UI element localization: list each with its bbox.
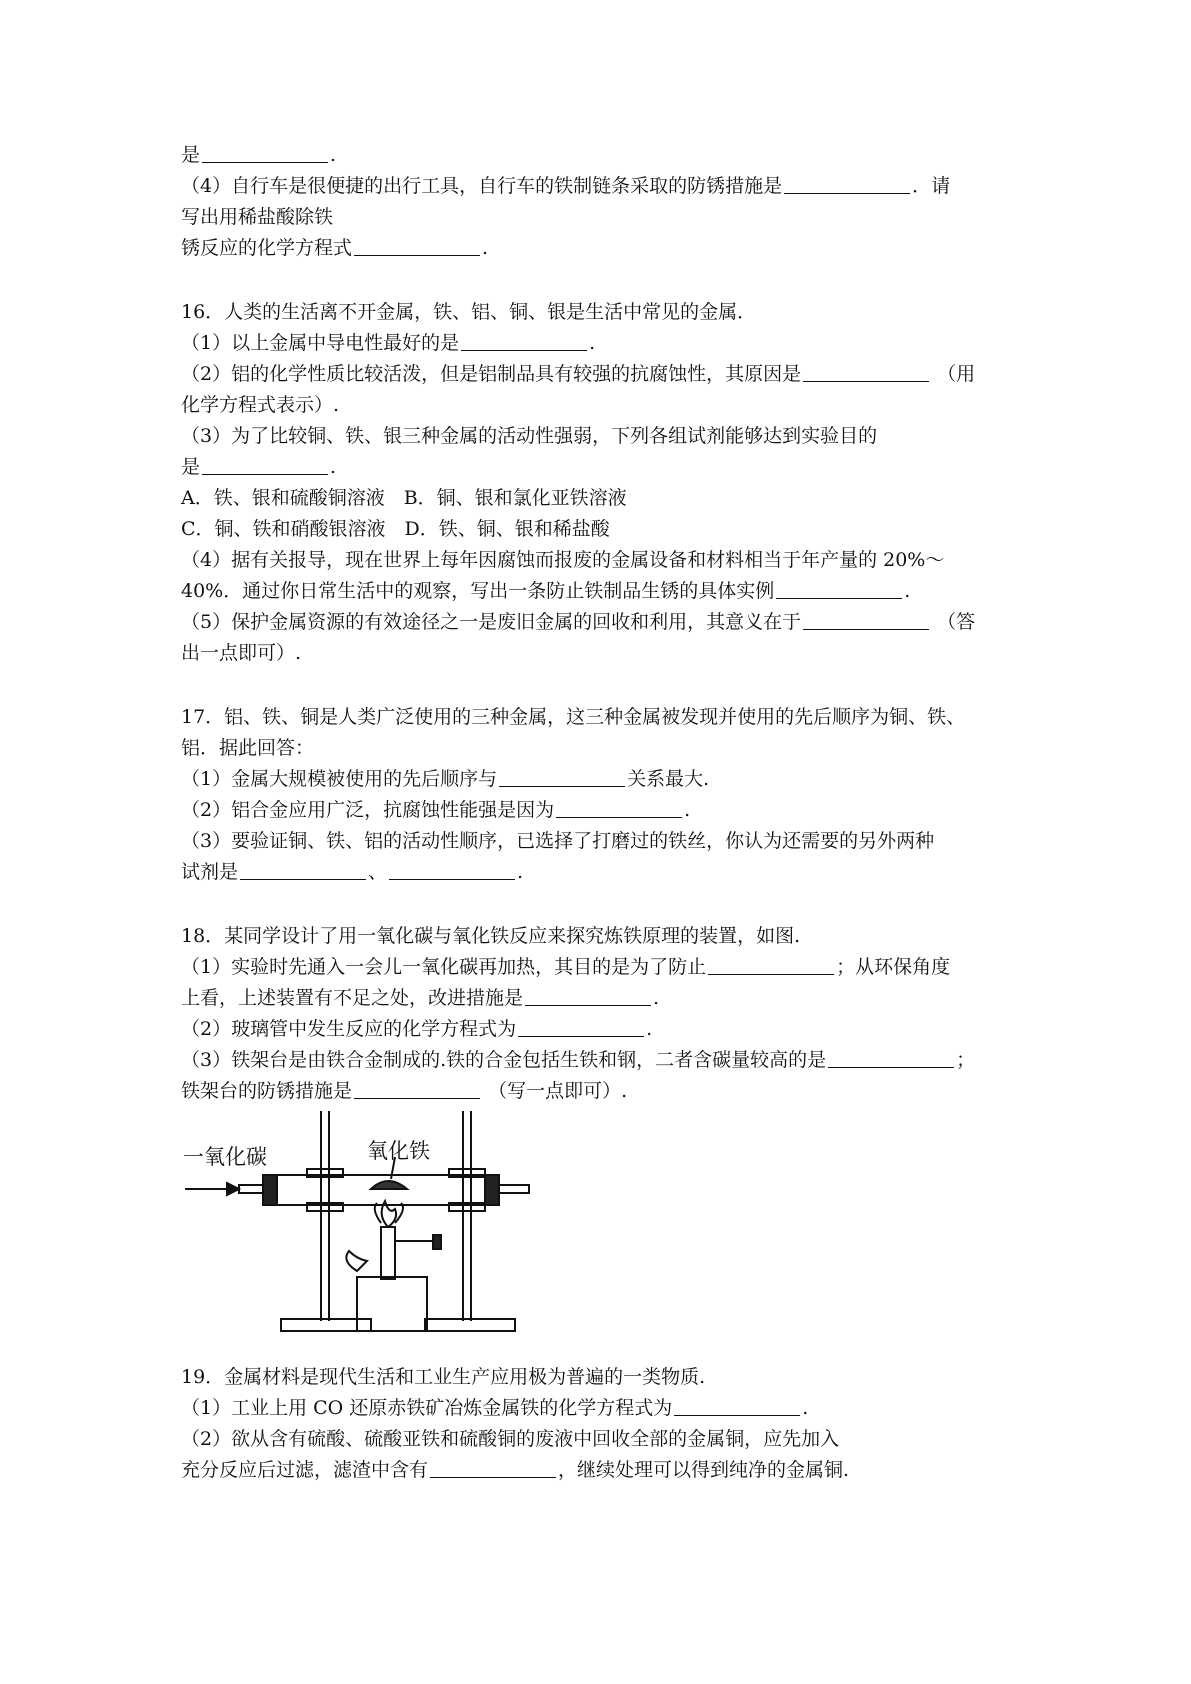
line bbox=[181, 452, 1015, 483]
text: . bbox=[330, 144, 337, 166]
line bbox=[181, 1076, 1015, 1107]
text: 40%．通过你日常生活中的观察，写出一条防止铁制品生锈的具体实例 bbox=[181, 580, 775, 602]
text: . bbox=[330, 456, 337, 478]
answer-blank[interactable] bbox=[461, 332, 587, 351]
text: ，继续处理可以得到纯净的金属铜. bbox=[558, 1459, 850, 1481]
answer-blank[interactable] bbox=[240, 861, 366, 880]
text: 是 bbox=[181, 144, 201, 166]
text: . bbox=[684, 799, 691, 821]
text: . bbox=[517, 861, 524, 883]
text: （3）为了比较铜、铁、银三种金属的活动性强弱，下列各组试剂能够达到实验目的 bbox=[181, 425, 878, 447]
valve-knob bbox=[433, 1235, 441, 1249]
question-18 bbox=[181, 921, 1015, 1336]
text: ．请 bbox=[912, 175, 951, 197]
answer-blank[interactable] bbox=[202, 456, 328, 475]
text: 、 bbox=[368, 861, 388, 883]
answer-blank[interactable] bbox=[803, 611, 929, 630]
line bbox=[181, 952, 1015, 983]
answer-blank[interactable] bbox=[389, 861, 515, 880]
text: （2）玻璃管中发生反应的化学方程式为 bbox=[181, 1018, 517, 1040]
text: ； bbox=[956, 1049, 976, 1071]
line bbox=[181, 857, 1015, 888]
line bbox=[181, 140, 1015, 171]
line bbox=[181, 1424, 1015, 1455]
line bbox=[181, 607, 1015, 638]
line bbox=[181, 1014, 1015, 1045]
apparatus-figure bbox=[181, 1111, 561, 1336]
answer-blank[interactable] bbox=[499, 768, 625, 787]
inlet-tube bbox=[239, 1185, 263, 1193]
text: （1）实验时先通入一会儿一氧化碳再加热，其目的是为了防止 bbox=[181, 956, 707, 978]
line bbox=[181, 983, 1015, 1014]
line: 铝．据此回答： bbox=[181, 737, 315, 759]
gas-arrow-head bbox=[227, 1183, 239, 1195]
answer-blank[interactable] bbox=[674, 1397, 800, 1416]
answer-blank[interactable] bbox=[803, 363, 929, 382]
answer-blank[interactable] bbox=[518, 1018, 644, 1037]
answer-blank[interactable] bbox=[776, 580, 902, 599]
text: 试剂是 bbox=[181, 861, 239, 883]
text: 上看，上述装置有不足之处，改进措施是 bbox=[181, 987, 524, 1009]
text: . bbox=[904, 580, 911, 602]
line bbox=[181, 233, 1015, 264]
text: ；从环保角度 bbox=[836, 956, 951, 978]
question-stem: 18．某同学设计了用一氧化碳与氧化铁反应来探究炼铁原理的装置，如图. bbox=[181, 925, 801, 947]
answer-blank[interactable] bbox=[430, 1459, 556, 1478]
answer-blank[interactable] bbox=[202, 144, 328, 163]
line bbox=[181, 421, 1015, 452]
answer-blank[interactable] bbox=[354, 237, 480, 256]
burner-tube bbox=[381, 1227, 395, 1279]
answer-blank[interactable] bbox=[784, 175, 910, 194]
text: （5）保护金属资源的有效途径之一是废旧金属的回收和利用，其意义在于 bbox=[181, 611, 802, 633]
iron-oxide-pile bbox=[371, 1181, 407, 1189]
line bbox=[181, 1455, 1015, 1486]
text: 充分反应后过滤，滤渣中含有 bbox=[181, 1459, 429, 1481]
right-stopper bbox=[485, 1175, 499, 1205]
text: （答 bbox=[937, 611, 976, 633]
line bbox=[181, 328, 1015, 359]
option-line: A．铁、银和硫酸铜溶液 B．铜、银和氯化亚铁溶液 bbox=[181, 487, 627, 509]
line bbox=[181, 202, 1015, 233]
question-16 bbox=[181, 297, 1015, 669]
line bbox=[181, 1045, 1015, 1076]
lamp-body bbox=[357, 1277, 427, 1331]
text: （写一点即可）. bbox=[488, 1080, 628, 1102]
text: （用 bbox=[937, 363, 976, 385]
text: . bbox=[482, 237, 489, 259]
text: （4）自行车是很便捷的出行工具，自行车的铁制链条采取的防锈措施是 bbox=[181, 175, 783, 197]
co-label: 一氧化碳 bbox=[183, 1145, 267, 1169]
line bbox=[181, 390, 1015, 421]
line bbox=[181, 545, 1015, 576]
line bbox=[181, 1393, 1015, 1424]
iron-oxide-label: 氧化铁 bbox=[367, 1139, 430, 1163]
gas-inlet-nozzle bbox=[346, 1251, 367, 1271]
line bbox=[181, 764, 1015, 795]
line bbox=[181, 638, 1015, 669]
text: 铁架台的防锈措施是 bbox=[181, 1080, 353, 1102]
text: （2）铝的化学性质比较活泼，但是铝制品具有较强的抗腐蚀性，其原因是 bbox=[181, 363, 802, 385]
line bbox=[181, 171, 1015, 202]
question-stem: 19．金属材料是现代生活和工业生产应用极为普遍的一类物质. bbox=[181, 1366, 706, 1388]
text: （3）要验证铜、铁、铝的活动性顺序，已选择了打磨过的铁丝，你认为还需要的另外两种 bbox=[181, 830, 935, 852]
answer-blank[interactable] bbox=[556, 799, 682, 818]
option-line: C．铜、铁和硝酸银溶液 D．铁、铜、银和稀盐酸 bbox=[181, 518, 610, 540]
answer-blank[interactable] bbox=[525, 987, 651, 1006]
left-stopper bbox=[263, 1175, 277, 1205]
question-stem: 16．人类的生活离不开金属，铁、铝、铜、银是生活中常见的金属． bbox=[181, 301, 757, 323]
question-17 bbox=[181, 702, 1015, 888]
text: （2）铝合金应用广泛，抗腐蚀性能强是因为 bbox=[181, 799, 555, 821]
question-stem: 17．铝、铁、铜是人类广泛使用的三种金属，这三种金属被发现并使用的先后顺序为铜、铁、 bbox=[181, 706, 966, 728]
text: （2）欲从含有硫酸、硫酸亚铁和硫酸铜的废液中回收全部的金属铜，应先加入 bbox=[181, 1428, 840, 1450]
line bbox=[181, 795, 1015, 826]
text: （1）以上金属中导电性最好的是 bbox=[181, 332, 460, 354]
question-19 bbox=[181, 1362, 1015, 1486]
text: 关系最大. bbox=[627, 768, 710, 790]
text: 是 bbox=[181, 456, 201, 478]
line bbox=[181, 359, 1015, 390]
text: （1）金属大规模被使用的先后顺序与 bbox=[181, 768, 498, 790]
text: 写出用稀盐酸除铁 bbox=[181, 206, 334, 228]
text: （3）铁架台是由铁合金制成的.铁的合金包括生铁和钢，二者含碳量较高的是 bbox=[181, 1049, 827, 1071]
text: （4）据有关报导，现在世界上每年因腐蚀而报废的金属设备和材料相当于年产量的 20%～ bbox=[181, 549, 945, 571]
line bbox=[181, 826, 1015, 857]
text: （1）工业上用 CO 还原赤铁矿冶炼金属铁的化学方程式为 bbox=[181, 1397, 673, 1419]
answer-blank[interactable] bbox=[708, 956, 834, 975]
text: . bbox=[802, 1397, 809, 1419]
text: . bbox=[646, 1018, 653, 1040]
answer-blank[interactable] bbox=[354, 1080, 480, 1099]
text: 化学方程式表示）. bbox=[181, 394, 340, 416]
answer-blank[interactable] bbox=[828, 1049, 954, 1068]
line bbox=[181, 576, 1015, 607]
text: 锈反应的化学方程式 bbox=[181, 237, 353, 259]
text: . bbox=[589, 332, 596, 354]
outlet-tube bbox=[499, 1185, 529, 1193]
document-page bbox=[181, 140, 1015, 1486]
text: 出一点即可）. bbox=[181, 642, 302, 664]
text: . bbox=[653, 987, 660, 1009]
